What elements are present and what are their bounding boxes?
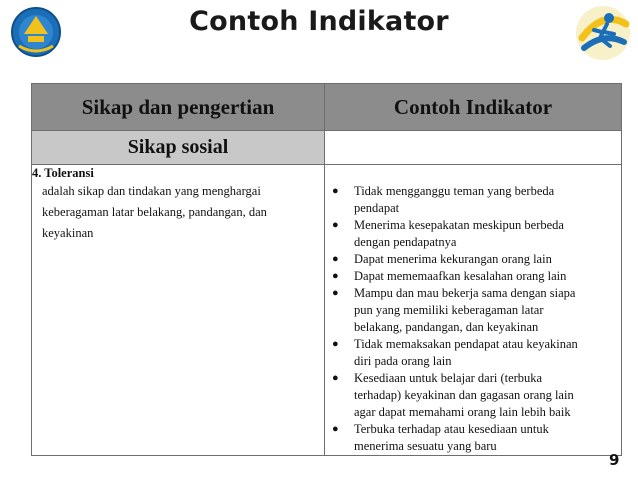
- bullet-icon: ●: [332, 270, 339, 282]
- indicator-list: [325, 165, 621, 455]
- indicator-line: diri pada orang lain: [354, 354, 452, 368]
- indicator-cell: [325, 165, 622, 456]
- indicator-line: terhadap) keyakinan dan gagasan orang lain: [354, 388, 574, 402]
- indicator-line: dengan pendapatnya: [354, 235, 457, 249]
- description-line: keberagaman latar belakang, pandangan, dan: [42, 205, 267, 219]
- indicator-line: Menerima kesepakatan meskipun berbeda: [354, 218, 564, 232]
- bullet-icon: ●: [332, 253, 339, 265]
- page-number: 9: [609, 451, 620, 469]
- bullet-icon: ●: [332, 185, 339, 197]
- indicator-line: pun yang memiliki keberagaman latar: [354, 303, 544, 317]
- bullet-icon: ●: [332, 338, 339, 350]
- bullet-icon: ●: [332, 372, 339, 384]
- sikap-cell: [32, 165, 325, 456]
- section-row: [32, 131, 622, 165]
- bullet-icon: ●: [332, 287, 339, 299]
- bullet-icon: ●: [332, 219, 339, 231]
- indicator-item: [329, 183, 615, 217]
- indicator-line: Kesediaan untuk belajar dari (terbuka: [354, 371, 543, 385]
- indicator-item: [329, 217, 615, 251]
- indicator-item: [329, 285, 615, 336]
- indicator-item: [329, 370, 615, 421]
- table-header-row: [32, 84, 622, 131]
- column-header-indikator: Contoh Indikator: [325, 84, 622, 131]
- indicator-line: belakang, pandangan, dan keyakinan: [354, 320, 539, 334]
- page-title: Contoh Indikator: [189, 6, 449, 37]
- indicator-line: Tidak mengganggu teman yang berbeda: [354, 184, 555, 198]
- table-row: [32, 165, 622, 456]
- indicator-line: pendapat: [354, 201, 400, 215]
- indicator-line: Mampu dan mau bekerja sama dengan siapa: [354, 286, 576, 300]
- kurikulum-runner-logo-icon: [574, 2, 632, 64]
- column-header-sikap: Sikap dan pengertian: [32, 84, 325, 131]
- indicator-item: [329, 268, 615, 285]
- description-line: adalah sikap dan tindakan yang menghargai: [42, 184, 261, 198]
- indicator-line: Dapat menerima kekurangan orang lain: [354, 252, 552, 266]
- indicator-item: [329, 336, 615, 370]
- section-label: Sikap sosial: [32, 131, 325, 165]
- indicator-line: Terbuka terhadap atau kesediaan untuk: [354, 422, 549, 436]
- sikap-description: [32, 181, 324, 244]
- indicator-item: [329, 251, 615, 268]
- indicator-table: [31, 83, 622, 456]
- indicator-line: agar dapat memahami orang lain lebih baik: [354, 405, 571, 419]
- indicator-line: Tidak memaksakan pendapat atau keyakinan: [354, 337, 578, 351]
- description-line: keyakinan: [42, 226, 94, 240]
- indicator-item: [329, 421, 615, 455]
- indicator-line: menerima sesuatu yang baru: [354, 439, 497, 453]
- sikap-heading: 4. Toleransi: [32, 166, 94, 180]
- indicator-line: Dapat mememaafkan kesalahan orang lain: [354, 269, 567, 283]
- section-empty-cell: [325, 131, 622, 165]
- bullet-icon: ●: [332, 423, 339, 435]
